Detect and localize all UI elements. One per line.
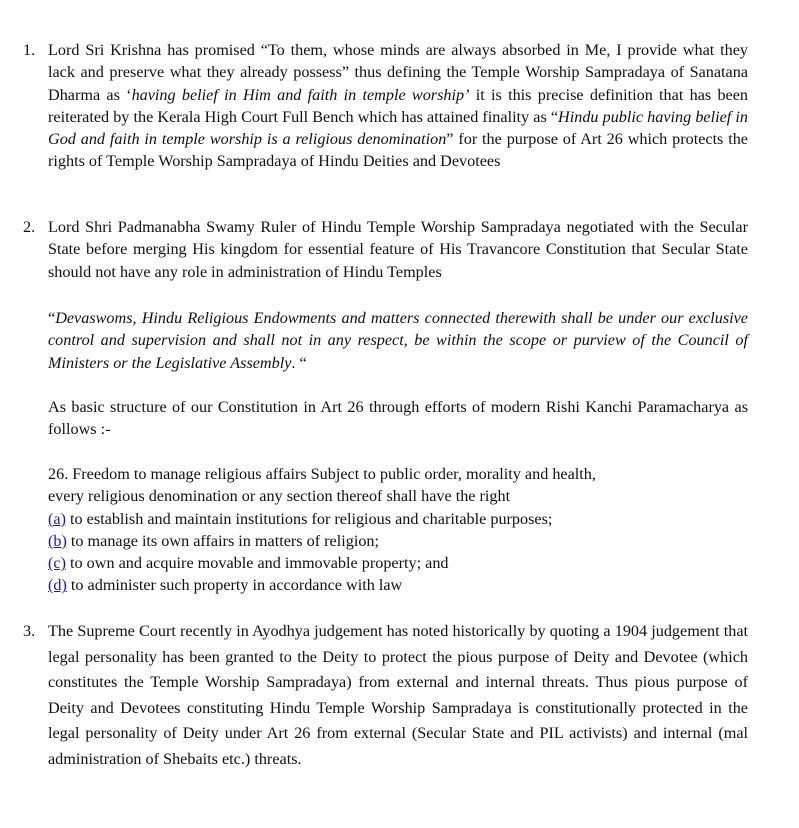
item-1: [48, 39, 748, 173]
quote-paragraph: [48, 307, 748, 374]
quote-open-mark: “: [48, 309, 56, 327]
clause-d-link[interactable]: (d): [48, 576, 67, 595]
basic-structure-note: [48, 396, 748, 441]
item-3-paragraph: The Supreme Court recently in Ayodhya judgement has noted historically by quoting a 1904 judgement that legal personality has been granted to the Deity to protect the pious purpose of Deity and Devotee (which constitutes the Temple Worship Sampradaya) from external and internal threats. Thus pious purpose of Deity and Devotees constituting Hindu Temple Worship Sampradaya is constitutionally protected in the legal personality of Deity under Art 26 from external (Secular State and PIL activists) and internal (mal administration of Shebaits etc.) threats.: [48, 622, 748, 768]
clause-b-text: to manage its own affairs in matters of religion;: [66, 531, 380, 550]
item-3: [48, 619, 748, 772]
clause-d-text: to administer such property in accordance with law: [66, 576, 403, 595]
clause-b-link[interactable]: (b): [48, 531, 67, 550]
item-3-number: 3.: [23, 622, 36, 640]
article-26-clause-b: [48, 530, 748, 552]
item-1-italic-phrase-a: having belief in Him and faith in temple worship’: [131, 85, 470, 104]
article-26-block: [48, 463, 748, 597]
item-2: [48, 216, 748, 283]
clause-a-text: to establish and maintain institutions for religious and charitable purposes;: [65, 509, 553, 528]
article-26-heading: 26. Freedom to manage religious affairs Subject to public order, morality and health,: [48, 465, 596, 483]
clause-a-link[interactable]: (a): [48, 509, 66, 528]
item-2-paragraph: Lord Shri Padmanabha Swamy Ruler of Hindu Temple Worship Sampradaya negotiated with the Secular State before merging His kingdom for essential feature of His Travancore Constitution that Secular State should not have any role in administration of Hindu Temples: [48, 218, 748, 281]
clause-c-text: to own and acquire movable and immovable property; and: [65, 554, 449, 573]
article-26-clause-d: [48, 574, 748, 596]
item-1-italic-phrase-b: Hindu public having belief in God and faith in temple worship is a religious denomination: [48, 107, 748, 149]
clause-c-link[interactable]: (c): [48, 554, 66, 573]
basic-structure-paragraph: As basic structure of our Constitution in Art 26 through efforts of modern Rishi Kanchi Paramacharya as follows :-: [48, 398, 748, 439]
quote-close-mark: . “: [291, 353, 307, 372]
item-2-number: 2.: [23, 218, 36, 236]
article-26-clause-a: [48, 508, 748, 530]
item-1-text-b: it is this precise definition that has been reiterated by the Kerala High Court Full Bench which has attained finality as “: [48, 85, 749, 126]
travancore-quote: [48, 307, 748, 374]
item-1-paragraph: [48, 39, 748, 173]
article-26-intro: every religious denomination or any section thereof shall have the right: [48, 487, 511, 506]
quote-text: Devaswoms, Hindu Religious Endowments and matters connected therewith shall be under our exclusive control and supervision and shall not in any respect, be within the scope or purview of the Council of Ministers or the Legislative Assembly: [48, 309, 748, 372]
article-26-clause-c: [48, 552, 748, 574]
item-1-text-a: Lord Sri Krishna has promised “To them, whose minds are always absorbed in Me, I provide what they lack and preserve what they already possess” thus defining the Temple Worship Sampradaya of Sanatana Dharma as ‘: [48, 41, 748, 104]
item-1-number: 1.: [23, 41, 36, 59]
item-1-text-c: ” for the purpose of Art 26 which protects the rights of Temple Worship Sampradaya of Hindu Deities and Devotees: [48, 130, 748, 171]
